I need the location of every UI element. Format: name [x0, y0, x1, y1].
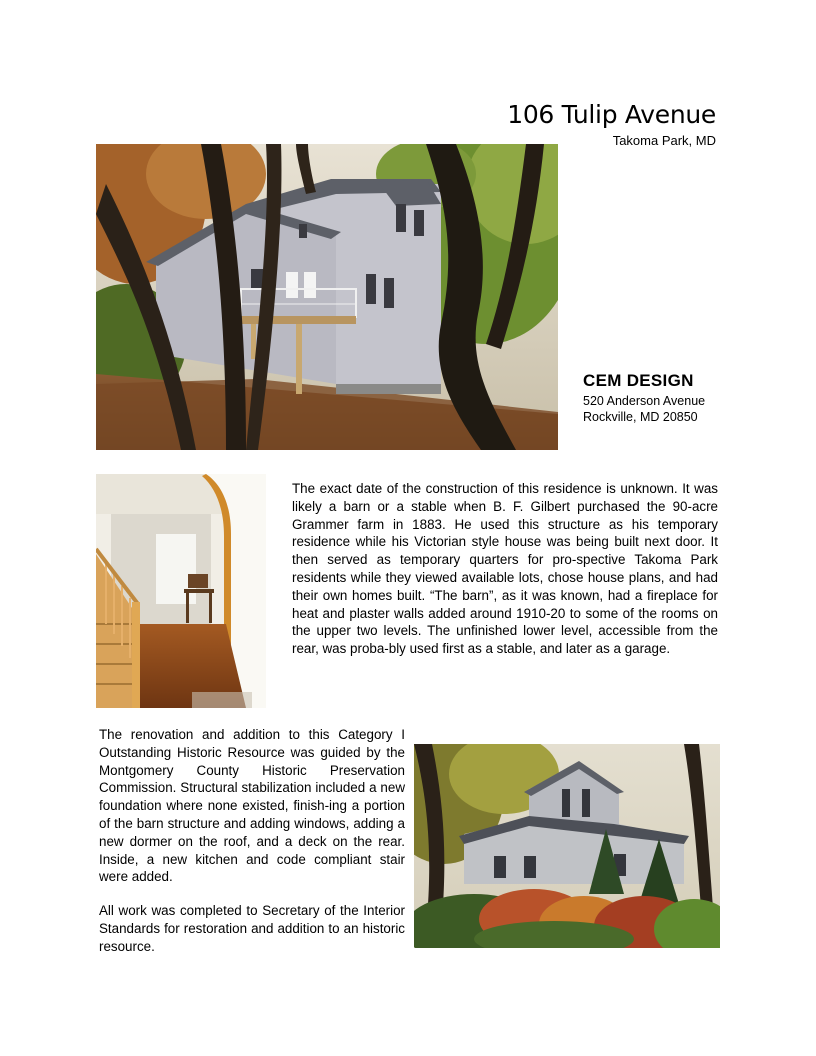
firm-address-line2: Rockville, MD 20850 [583, 410, 698, 424]
renovation-paragraph: The renovation and addition to this Category I Outstanding Historic Resource was guided by the Montgomery County Historic Preservation Commission. Structural stabilization included a new foundation where none existed, finish-ing a portion of the barn structure and adding windows, adding a new dormer on the roof, and a deck on the rear. Inside, a new kitchen and code compliant stair were added. [99, 727, 405, 885]
page-title: 106 Tulip Avenue [507, 100, 716, 129]
firm-info [583, 371, 723, 425]
page-subtitle: Takoma Park, MD [612, 133, 716, 148]
standards-paragraph: All work was completed to Secretary of the Interior Standards for restoration and addition to an historic resource. [99, 903, 405, 954]
house-exterior-photo [96, 144, 558, 450]
firm-address-line1: 520 Anderson Avenue [583, 394, 706, 408]
firm-name: CEM DESIGN [583, 371, 694, 390]
interior-stair-photo [96, 474, 266, 708]
history-paragraph: The exact date of the construction of this residence is unknown. It was likely a barn or a stable when B. F. Gilbert purchased the 90-acre Grammer farm in 1883. He used this structure as his temporary residence while his Victorian style house was being built next door. It then served as temporary quarters for pro-spective Takoma Park residents while they viewed available lots, chose house plans, and had their own homes built. “The barn”, as it was known, had a fireplace for heat and plaster walls added around 1910-20 to some of the rooms on the upper two levels. The unfinished lower level, accessible from the rear, was proba-bly used first as a stable, and later as a garage. [292, 481, 718, 657]
house-front-photo [414, 744, 720, 948]
